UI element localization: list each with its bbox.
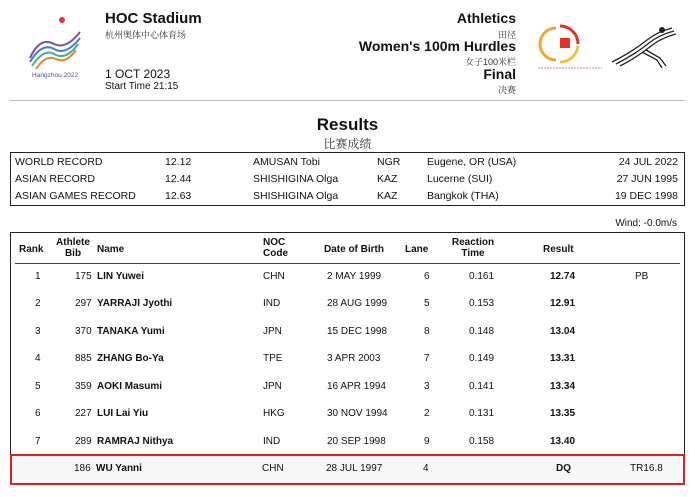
cell-reaction: 0.141 xyxy=(469,381,495,392)
cell-name: ZHANG Bo-Ya xyxy=(97,353,164,364)
cell-dob: 30 NOV 1994 xyxy=(327,408,388,419)
col-noc xyxy=(263,237,288,259)
sport-name-cn: 田径 xyxy=(497,30,516,40)
page-title: Results xyxy=(316,115,379,134)
cell-name: LIN Yuwei xyxy=(97,271,145,282)
venue-name-cn: 杭州奥体中心体育场 xyxy=(105,30,187,40)
cell-lane: 2 xyxy=(424,408,430,419)
cell-rank: 7 xyxy=(35,436,41,447)
cell-lane: 6 xyxy=(424,271,430,282)
cell-name: RAMRAJ Nithya xyxy=(97,436,174,447)
cell-lane: 9 xyxy=(424,436,430,447)
table-row xyxy=(11,267,684,287)
col-lane: Lane xyxy=(405,244,429,255)
cell-result: 13.35 xyxy=(550,408,576,419)
cell-noc: CHN xyxy=(263,271,285,282)
cell-bib: 370 xyxy=(75,326,92,337)
cell-rank: 6 xyxy=(35,408,41,419)
record-row xyxy=(11,187,684,205)
hurdles-pictogram-icon xyxy=(602,22,682,70)
table-row xyxy=(11,349,684,369)
cell-lane: 3 xyxy=(424,381,430,392)
header-divider xyxy=(10,100,685,101)
col-result: Result xyxy=(543,244,574,255)
record-type: ASIAN RECORD xyxy=(15,173,95,185)
record-noc: KAZ xyxy=(377,173,398,185)
event-name: Women's 100m Hurdles xyxy=(358,38,516,54)
cell-noc: TPE xyxy=(263,353,283,364)
table-row xyxy=(11,322,684,342)
cell-dob: 20 SEP 1998 xyxy=(327,436,386,447)
cell-reaction: 0.161 xyxy=(469,271,495,282)
cell-lane: 4 xyxy=(423,463,429,474)
cell-result: 13.31 xyxy=(550,353,576,364)
table-row xyxy=(11,294,684,314)
cell-noc: JPN xyxy=(263,381,282,392)
cell-dob: 2 MAY 1999 xyxy=(327,271,382,282)
sport-name: Athletics xyxy=(456,10,516,26)
cell-bib: 227 xyxy=(75,408,92,419)
cell-name: LUI Lai Yiu xyxy=(97,408,149,419)
cell-rank: 2 xyxy=(35,298,41,309)
venue-name: HOC Stadium xyxy=(105,10,202,27)
col-dob: Date of Birth xyxy=(324,244,384,255)
phase-name: Final xyxy=(483,66,516,82)
hangzhou-2022-logo xyxy=(20,14,90,80)
highlighted-row xyxy=(10,454,685,485)
cell-result: 13.04 xyxy=(550,326,576,337)
event-name-cn: 女子100米栏 xyxy=(464,57,516,67)
cell-name: TANAKA Yumi xyxy=(97,326,165,337)
record-row xyxy=(11,153,684,171)
col-name: Name xyxy=(97,244,125,255)
games-emblem-icon xyxy=(538,20,602,70)
cell-bib: 175 xyxy=(75,271,92,282)
cell-note: PB xyxy=(635,271,649,282)
cell-bib: 359 xyxy=(75,381,92,392)
cell-rank: 1 xyxy=(35,271,41,282)
cell-rank: 5 xyxy=(35,381,41,392)
cell-bib: 186 xyxy=(74,463,91,474)
cell-reaction: 0.153 xyxy=(469,298,495,309)
record-holder: SHISHIGINA Olga xyxy=(253,173,339,185)
record-holder: SHISHIGINA Olga xyxy=(253,190,339,202)
record-type: ASIAN GAMES RECORD xyxy=(15,190,136,202)
record-time: 12.12 xyxy=(165,156,192,168)
col-reaction-time xyxy=(447,237,499,259)
record-date: 19 DEC 1998 xyxy=(614,190,678,202)
cell-bib: 885 xyxy=(75,353,92,364)
cell-lane: 5 xyxy=(424,298,430,309)
table-row xyxy=(11,404,684,424)
record-place: Lucerne (SUI) xyxy=(427,173,493,185)
cell-lane: 8 xyxy=(424,326,430,337)
col-bib-line2: Bib xyxy=(64,248,82,259)
cell-note: TR16.8 xyxy=(630,463,663,474)
record-time: 12.44 xyxy=(165,173,192,185)
cell-dob: 28 JUL 1997 xyxy=(326,463,383,474)
cell-bib: 297 xyxy=(75,298,92,309)
cell-reaction: 0.149 xyxy=(469,353,495,364)
record-holder: AMUSAN Tobi xyxy=(253,156,320,168)
logo-text: Hangzhou 2022 xyxy=(32,72,78,79)
table-row xyxy=(12,459,683,479)
cell-reaction: 0.158 xyxy=(469,436,495,447)
table-row xyxy=(11,432,684,452)
col-rank: Rank xyxy=(19,244,44,255)
col-bib xyxy=(55,237,91,259)
cell-lane: 7 xyxy=(424,353,430,364)
cell-noc: CHN xyxy=(262,463,284,474)
col-bib-line1: Athlete xyxy=(56,237,90,248)
record-row xyxy=(11,170,684,188)
record-date: 27 JUN 1995 xyxy=(616,173,678,185)
page-title-cn: 比赛成绩 xyxy=(323,137,372,151)
record-noc: NGR xyxy=(377,156,401,168)
cell-noc: HKG xyxy=(263,408,285,419)
cell-noc: JPN xyxy=(263,326,282,337)
cell-dob: 16 APR 1994 xyxy=(327,381,386,392)
event-date: 1 OCT 2023 xyxy=(105,67,171,81)
cell-rank: 3 xyxy=(35,326,41,337)
col-rt-line1: Reaction xyxy=(451,237,495,248)
cell-result: 13.34 xyxy=(550,381,576,392)
cell-noc: IND xyxy=(263,436,281,447)
col-noc-line1: NOC xyxy=(263,237,286,248)
cell-reaction: 0.148 xyxy=(469,326,495,337)
cell-name: AOKI Masumi xyxy=(97,381,163,392)
cell-bib: 289 xyxy=(75,436,92,447)
table-row xyxy=(11,377,684,397)
col-rt-line2: Time xyxy=(461,248,485,259)
cell-dob: 28 AUG 1999 xyxy=(327,298,388,309)
start-time: Start Time 21:15 xyxy=(105,81,179,92)
cell-dob: 15 DEC 1998 xyxy=(327,326,388,337)
wind-reading: Wind: -0.0m/s xyxy=(615,218,677,229)
cell-noc: IND xyxy=(263,298,281,309)
cell-result: 12.91 xyxy=(550,298,576,309)
record-time: 12.63 xyxy=(165,190,192,202)
phase-name-cn: 决赛 xyxy=(497,85,516,95)
record-noc: KAZ xyxy=(377,190,398,202)
cell-result: DQ xyxy=(556,463,571,474)
header-rule xyxy=(15,263,680,264)
cell-dob: 3 APR 2003 xyxy=(327,353,381,364)
record-date: 24 JUL 2022 xyxy=(618,156,678,168)
cell-result: 12.74 xyxy=(550,271,576,282)
cell-rank: 4 xyxy=(35,353,41,364)
col-noc-line2: Code xyxy=(263,248,288,259)
record-place: Eugene, OR (USA) xyxy=(427,156,517,168)
cell-name: WU Yanni xyxy=(96,463,142,474)
cell-result: 13.40 xyxy=(550,436,576,447)
results-table xyxy=(10,232,685,462)
cell-name: YARRAJI Jyothi xyxy=(97,298,173,309)
cell-reaction: 0.131 xyxy=(469,408,495,419)
record-type: WORLD RECORD xyxy=(15,156,103,168)
record-place: Bangkok (THA) xyxy=(427,190,499,202)
records-table xyxy=(10,152,685,206)
